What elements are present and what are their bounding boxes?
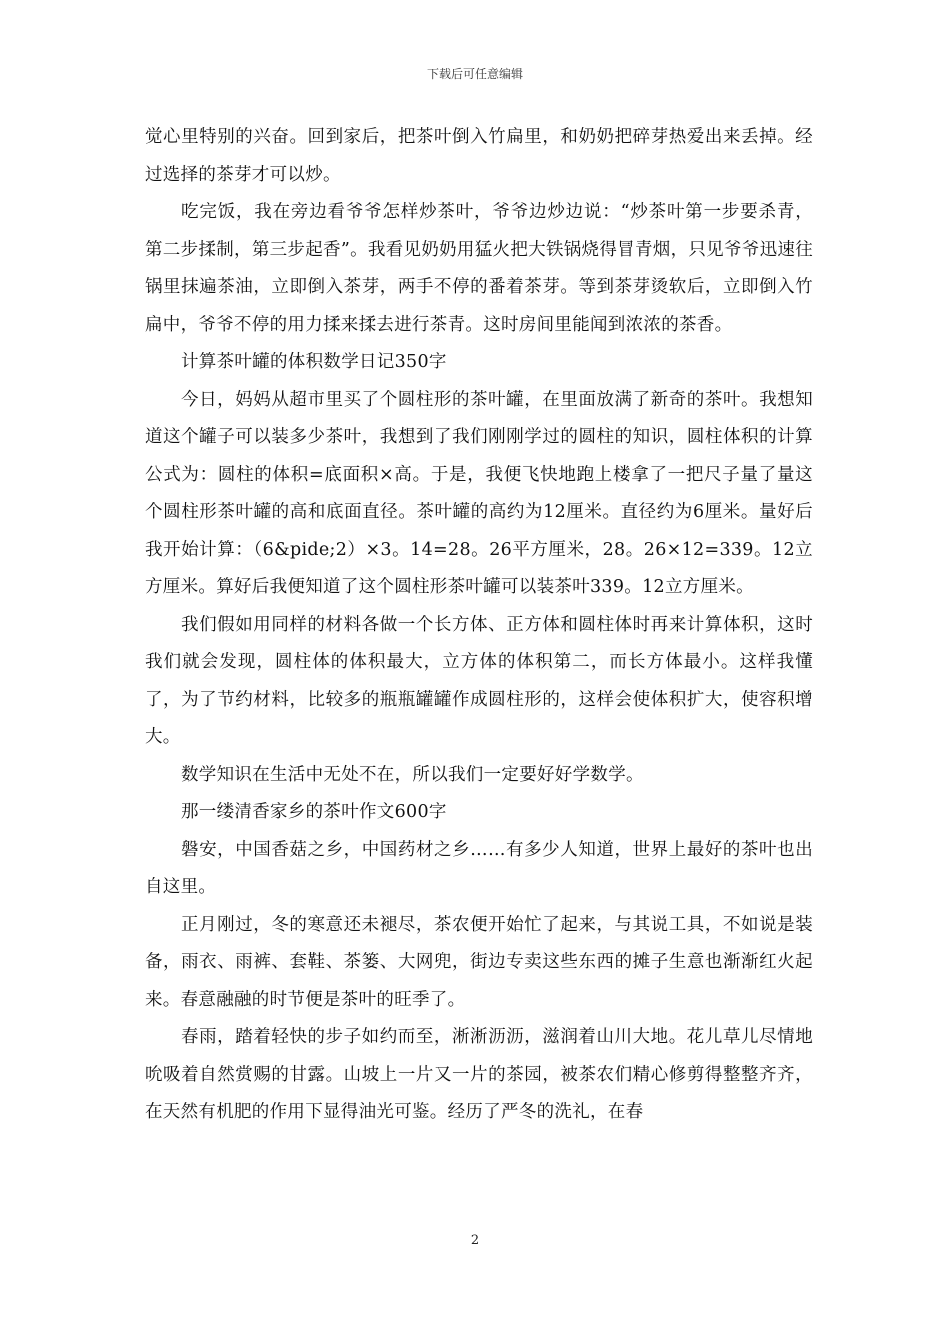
page-number: 2 xyxy=(470,1233,480,1248)
section-title: 那一缕清香家乡的茶叶作文600字 xyxy=(181,802,447,822)
paragraph: 春雨，踏着轻快的步子如约而至，淅淅沥沥，滋润着山川大地。花儿草儿尽情地吮吸着自然赏赐的甘露。山坡上一片又一片的茶园，被茶农们精心修剪得整整齐齐，在天然有机肥的作用下显得油光可鉴。经历了严冬的洗礼，在春 xyxy=(145,1027,813,1122)
paragraph: 正月刚过，冬的寒意还未褪尽，茶农便开始忙了起来，与其说工具，不如说是装备，雨衣、雨裤、套鞋、茶篓、大网兜，街边专卖这些东西的摊子生意也渐渐红火起来。春意融融的时节便是茶叶的旺季了。 xyxy=(145,914,813,1010)
paragraph: 今日，妈妈从超市里买了个圆柱形的茶叶罐，在里面放满了新奇的茶叶。我想知道这个罐子可以装多少茶叶，我想到了我们刚刚学过的圆柱的知识，圆柱体积的计算公式为：圆柱的体积=底面积×高。于是，我便飞快地跑上楼拿了一把尺子量了量这个圆柱形茶叶罐的高和底面直径。茶叶罐的高约为12厘米。直径约为6厘米。量好后我开始计算：（6&pide;2）×3。14=28。26平方厘米，28。26×12=339。12立方厘米。算好后我便知道了这个圆柱形茶叶罐可以装茶叶339。12立方厘米。 xyxy=(145,389,813,597)
paragraph: 吃完饭，我在旁边看爷爷怎样炒茶叶，爷爷边炒边说：“炒茶叶第一步要杀青，第二步揉制，第三步起香”。我看见奶奶用猛火把大铁锅烧得冒青烟，只见爷爷迅速往锅里抹遍茶油，立即倒入茶芽，两手不停的番着茶芽。等到茶芽烫软后，立即倒入竹扁中，爷爷不停的用力揉来揉去进行茶青。这时房间里能闻到浓浓的茶香。 xyxy=(145,202,813,335)
document-body xyxy=(145,119,813,1132)
paragraph: 磐安，中国香菇之乡，中国药材之乡……有多少人知道，世界上最好的茶叶也出自这里。 xyxy=(145,839,813,897)
paragraph: 我们假如用同样的材料各做一个长方体、正方体和圆柱体时再来计算体积，这时我们就会发现，圆柱体的体积最大，立方体的体积第二，而长方体最小。这样我懂了，为了节约材料，比较多的瓶瓶罐罐作成圆柱形的，这样会使体积扩大，使容积增大。 xyxy=(145,614,813,747)
section-title: 计算茶叶罐的体积数学日记350字 xyxy=(181,352,447,372)
paragraph: 数学知识在生活中无处不在，所以我们一定要好好学数学。 xyxy=(181,764,644,785)
page-header: 下载后可任意编辑 xyxy=(426,67,523,81)
paragraph: 觉心里特别的兴奋。回到家后，把茶叶倒入竹扁里，和奶奶把碎芽热爱出来丢掉。经过选择的茶芽才可以炒。 xyxy=(145,127,813,185)
